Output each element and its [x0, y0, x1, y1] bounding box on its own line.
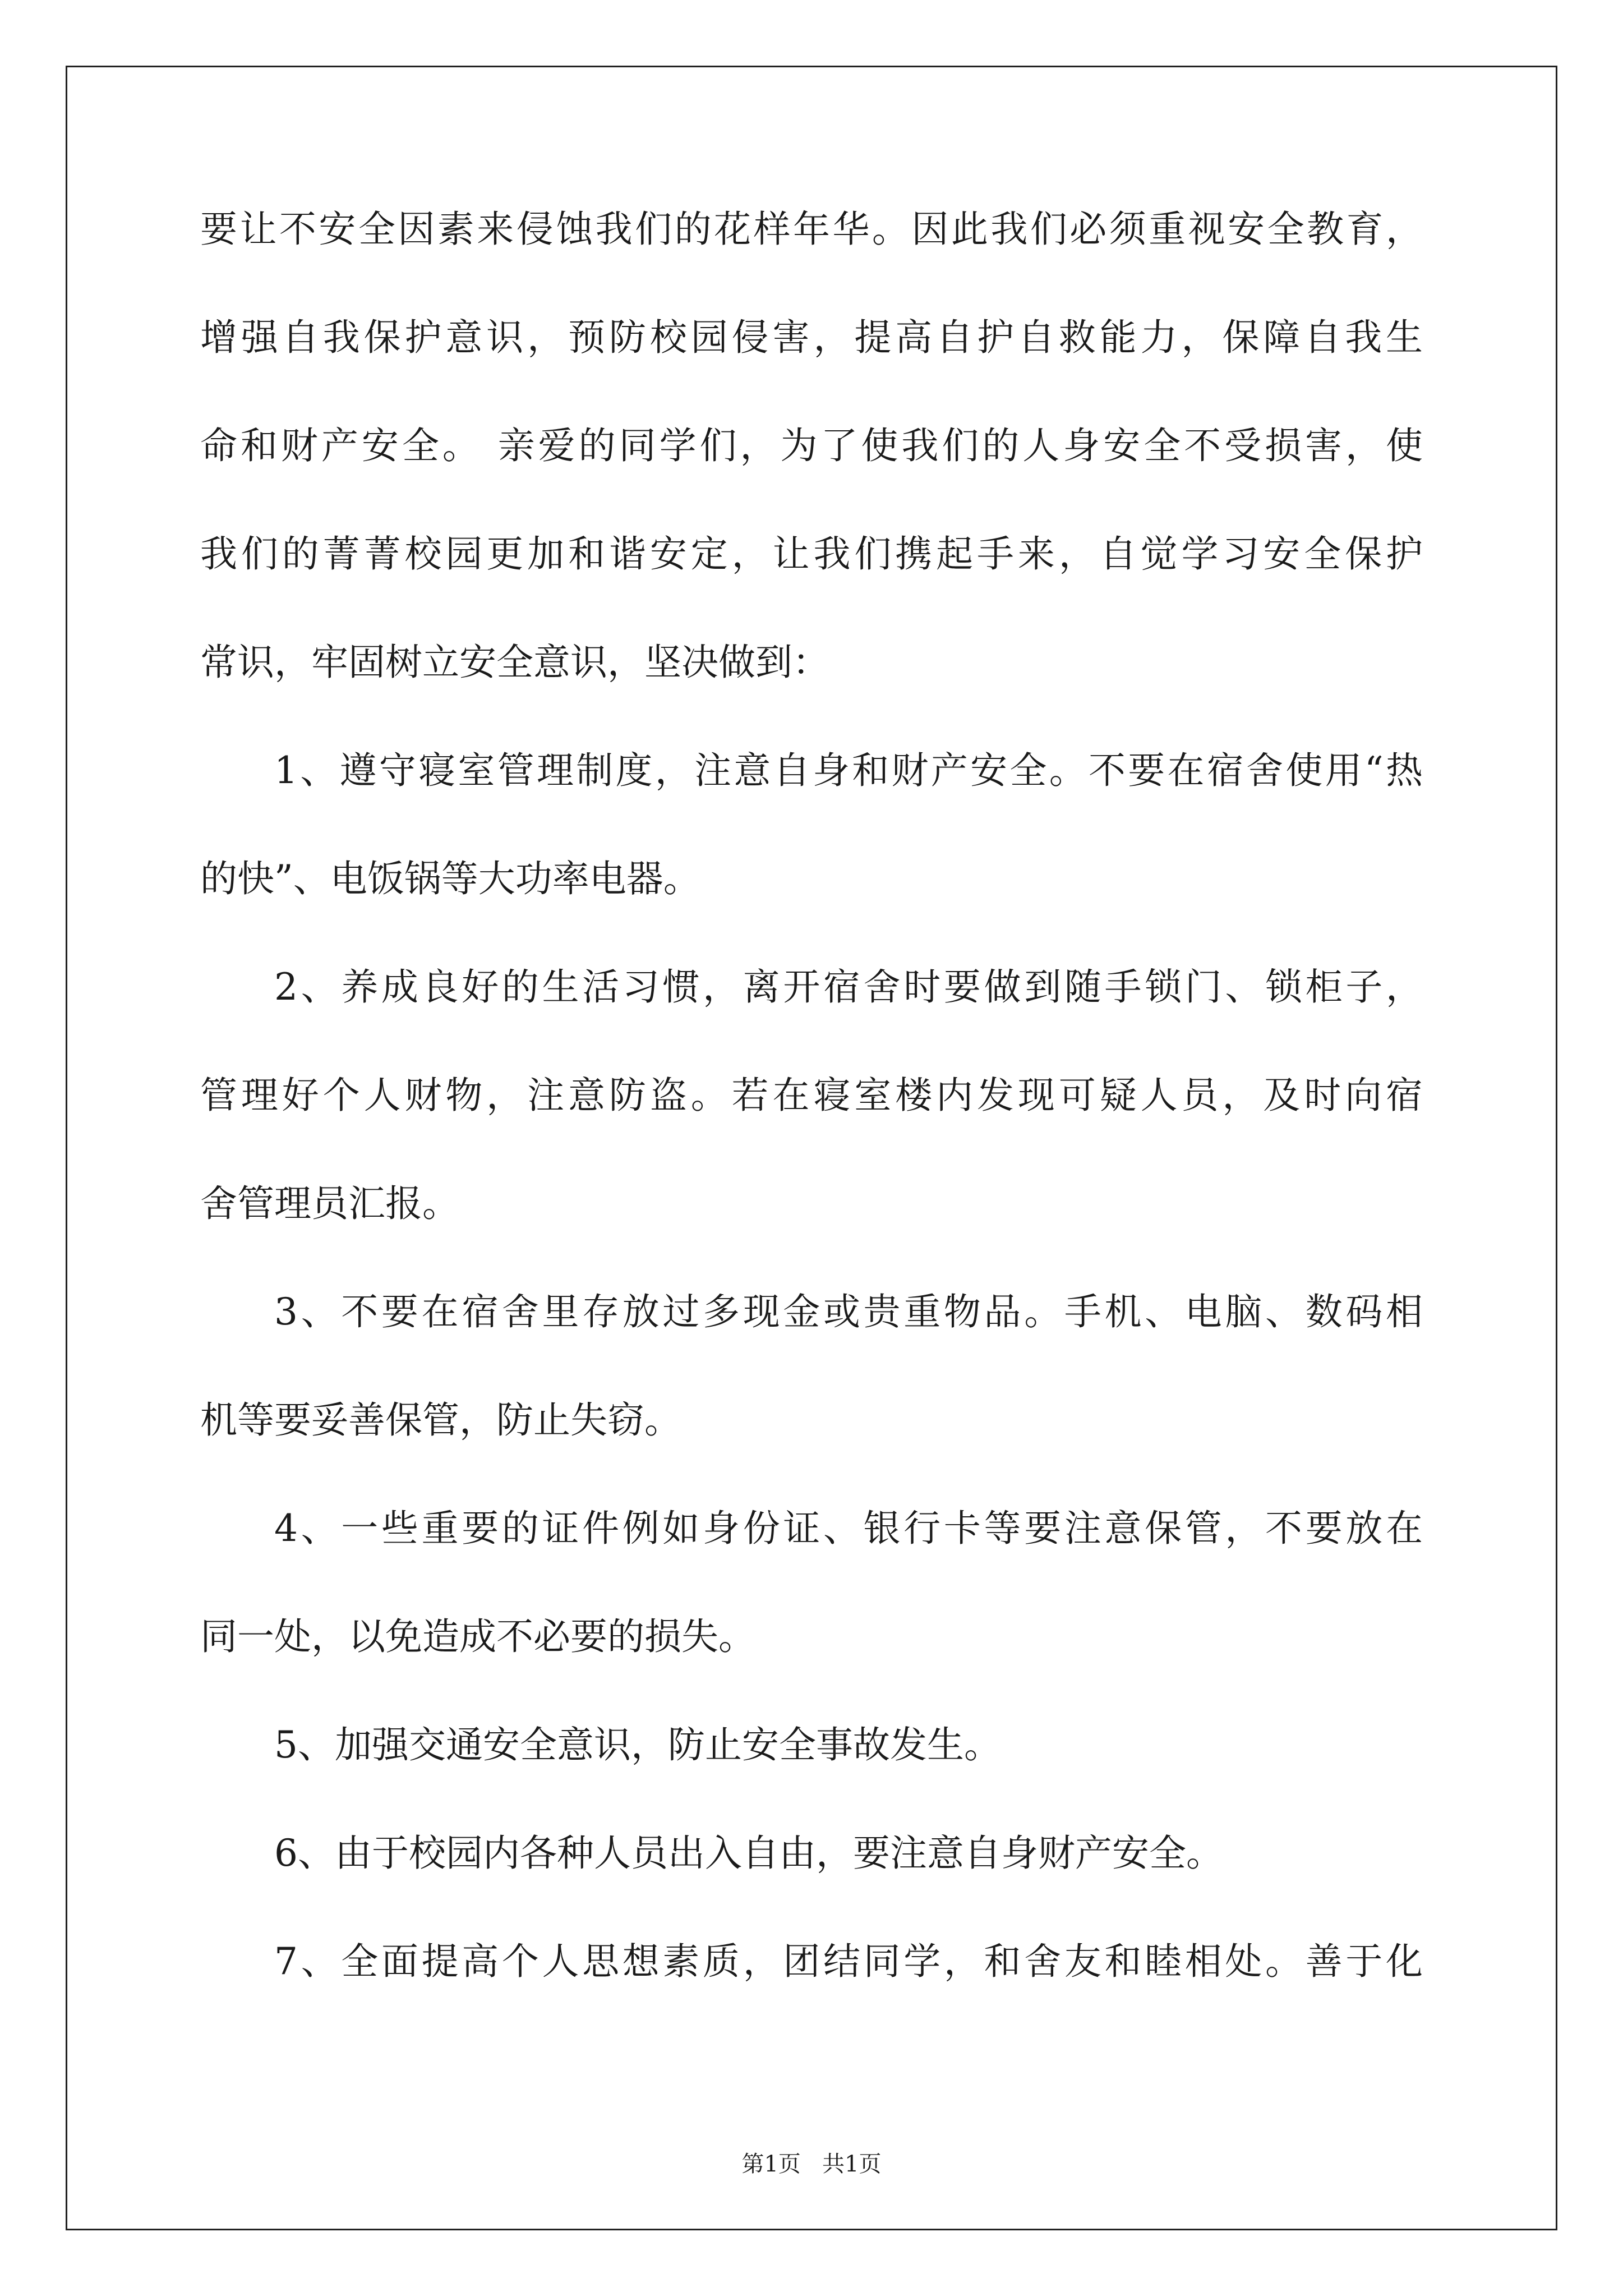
text-line: 增强自我保护意识，预防校园侵害，提高自护自救能力，保障自我生	[200, 316, 1423, 359]
document-body	[200, 208, 1423, 1983]
list-item-line: 6、由于校园内各种人员出入自由，要注意自身财产安全。	[274, 1832, 1223, 1875]
list-item-line: 1、遵守寝室管理制度，注意自身和财产安全。不要在宿舍使用“热	[274, 749, 1423, 792]
list-item-line: 的快”、电饭锅等大功率电器。	[200, 857, 700, 900]
text-line: 我们的菁菁校园更加和谐安定，让我们携起手来，自觉学习安全保护	[200, 532, 1423, 576]
list-item-line: 4、一些重要的证件例如身份证、银行卡等要注意保管，不要放在	[274, 1507, 1423, 1550]
list-item-line: 机等要妥善保管，防止失窃。	[200, 1398, 681, 1442]
text-line: 命和财产安全。 亲爱的同学们，为了使我们的人身安全不受损害，使	[200, 424, 1423, 467]
text-line: 常识，牢固树立安全意识，坚决做到：	[200, 641, 829, 684]
list-item-line: 3、不要在宿舍里存放过多现金或贵重物品。手机、电脑、数码相	[274, 1290, 1423, 1333]
text-line: 要让不安全因素来侵蚀我们的花样年华。因此我们必须重视安全教育，	[200, 208, 1423, 251]
list-item-line: 同一处，以免造成不必要的损失。	[200, 1615, 755, 1658]
list-item-line: 舍管理员汇报。	[200, 1182, 459, 1225]
list-item-line: 2、养成良好的生活习惯，离开宿舍时要做到随手锁门、锁柜子，	[274, 965, 1423, 1009]
page-number-footer: 第1页 共1页	[741, 2151, 882, 2177]
list-item-line: 管理好个人财物，注意防盗。若在寝室楼内发现可疑人员，及时向宿	[200, 1074, 1423, 1117]
list-item-line: 7、全面提高个人思想素质，团结同学，和舍友和睦相处。善于化	[274, 1940, 1423, 1983]
list-item-line: 5、加强交通安全意识，防止安全事故发生。	[274, 1723, 1001, 1766]
